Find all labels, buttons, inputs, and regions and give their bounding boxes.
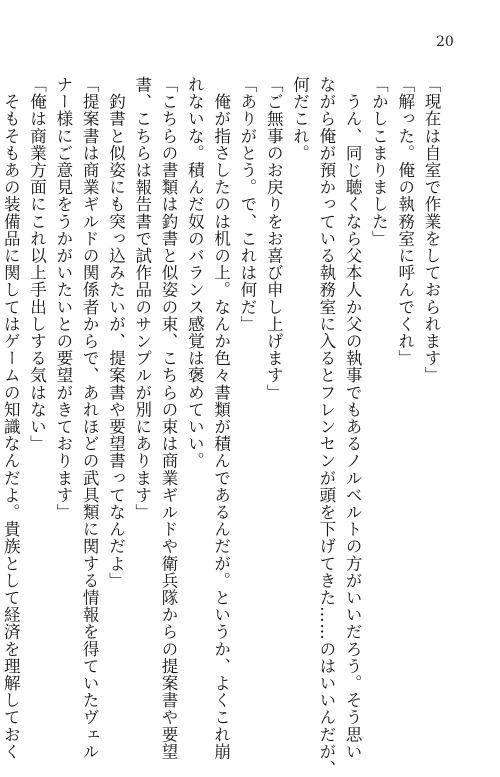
text-line: 釣書と似姿にも突っ込みたいが、提案書や要望書ってなんだよ」 [106,76,126,589]
text-line: れないな。積んだ奴のバランス感覚は褒めていい。 [185,76,205,470]
text-line: 「かしこまりました」 [369,76,389,247]
text-line: そもそもあの装備品に関してはゲームの知識なんだよ。貴族として経済を理解しておく [1,76,21,760]
text-line: 「提案書は商業ギルドの関係者からで、あれほどの武具類に関する情報を得ていたヴェル [80,76,100,760]
text-line: 「ご無事のお戻りをお喜び申し上げます」 [264,76,284,401]
text-line: うん、同じ聴くなら父本人か父の執事でもあるノルベルトの方がいいだろう。そう思い [343,76,363,760]
text-line: 何だこれ。 [290,76,310,162]
text-line: 書、こちらは報告書で試作品のサンプルが別にあります」 [132,76,152,521]
text-line: 「現在は自室で作業をしておられます」 [422,76,441,384]
text-line: ナー様にご意見をうかがいたいとの要望がきております」 [53,76,73,521]
page-number: 20 [436,34,454,50]
text-line: 「俺は商業方面にこれ以上手出しする気はない」 [27,76,47,453]
text-line: 「ありがとう。で、これは何だ」 [237,76,257,333]
text-line: 「解った。俺の執務室に呼んでくれ」 [395,76,415,367]
text-line: 俺が指さしたのは机の上。なんか色々書類が積んであるんだが。というか、よくこれ崩 [211,76,231,760]
text-line: 「こちらの書類は釣書と似姿の束、こちらの束は商業ギルドや衛兵隊からの提案書や要望 [159,76,179,760]
text-line: ながら俺が預かっている執務室に入るとフレンセンが頭を下げてきた……のはいいんだが、 [316,76,336,777]
vertical-text-body [0,76,444,777]
